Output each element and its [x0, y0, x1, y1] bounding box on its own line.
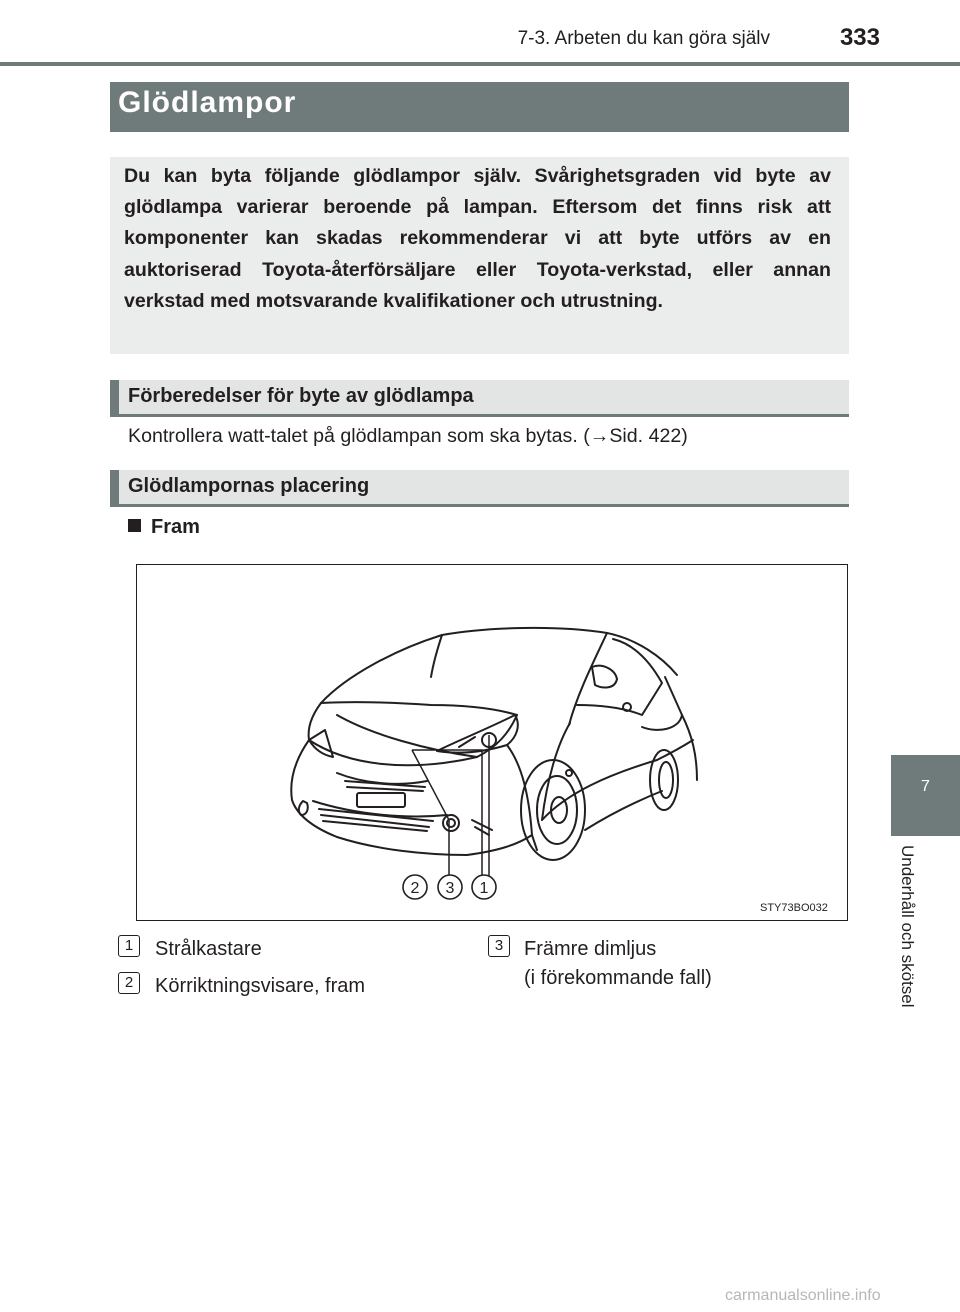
car-illustration-svg	[137, 565, 847, 920]
square-bullet-icon	[128, 519, 141, 532]
intro-text: Du kan byta följande glödlampor själv. Svårighetsgraden vid byte av glödlampa varierar beroende på lampan. Eftersom det finns risk att komponenter kan skadas rekommenderar vi att byte utförs av en auktoriserad Toyota-återförsäljare eller Toyota-verkstad, eller annan verkstad med motsvarande kvalifikationer och utrustning.	[124, 165, 831, 312]
page-title: Glödlampor	[118, 86, 297, 119]
legend-text-1: Strålkastare	[155, 938, 262, 960]
chapter-tab-number: 7	[921, 778, 930, 795]
subsection-heading: Fram	[128, 516, 200, 539]
preparation-text: Kontrollera watt-talet på glödlampan som ska bytas. (→Sid. 422)	[128, 425, 688, 447]
header-rule	[0, 62, 960, 66]
running-header-chapter: 7-3. Arbeten du kan göra själv	[517, 28, 770, 49]
legend-text-2: Körriktningsvisare, fram	[155, 975, 366, 997]
legend-number-3: 3	[488, 935, 510, 957]
page-reference-link[interactable]: Sid. 422	[609, 425, 682, 447]
legend-number-2: 2	[118, 972, 140, 994]
figure-code: STY73BO032	[760, 902, 828, 914]
section-accent	[110, 470, 119, 504]
section-title-preparation: Förberedelser för byte av glödlampa	[128, 385, 474, 407]
section-accent	[110, 380, 119, 414]
chapter-tab-title: Underhåll och skötsel	[898, 845, 917, 1008]
car-front-illustration	[136, 564, 848, 921]
page-number: 333	[839, 24, 880, 51]
legend-text-3: Främre dimljus	[524, 938, 657, 960]
watermark: carmanualsonline.info	[725, 1287, 881, 1304]
legend-text-3-line2: (i förekommande fall)	[524, 967, 712, 989]
legend-number-1: 1	[118, 935, 140, 957]
section-title-placement: Glödlampornas placering	[128, 475, 370, 497]
arrow-right-icon: →	[589, 425, 610, 447]
callout-label: 1	[479, 880, 489, 897]
callout-label: 2	[410, 880, 420, 897]
callout-label: 3	[445, 880, 455, 897]
